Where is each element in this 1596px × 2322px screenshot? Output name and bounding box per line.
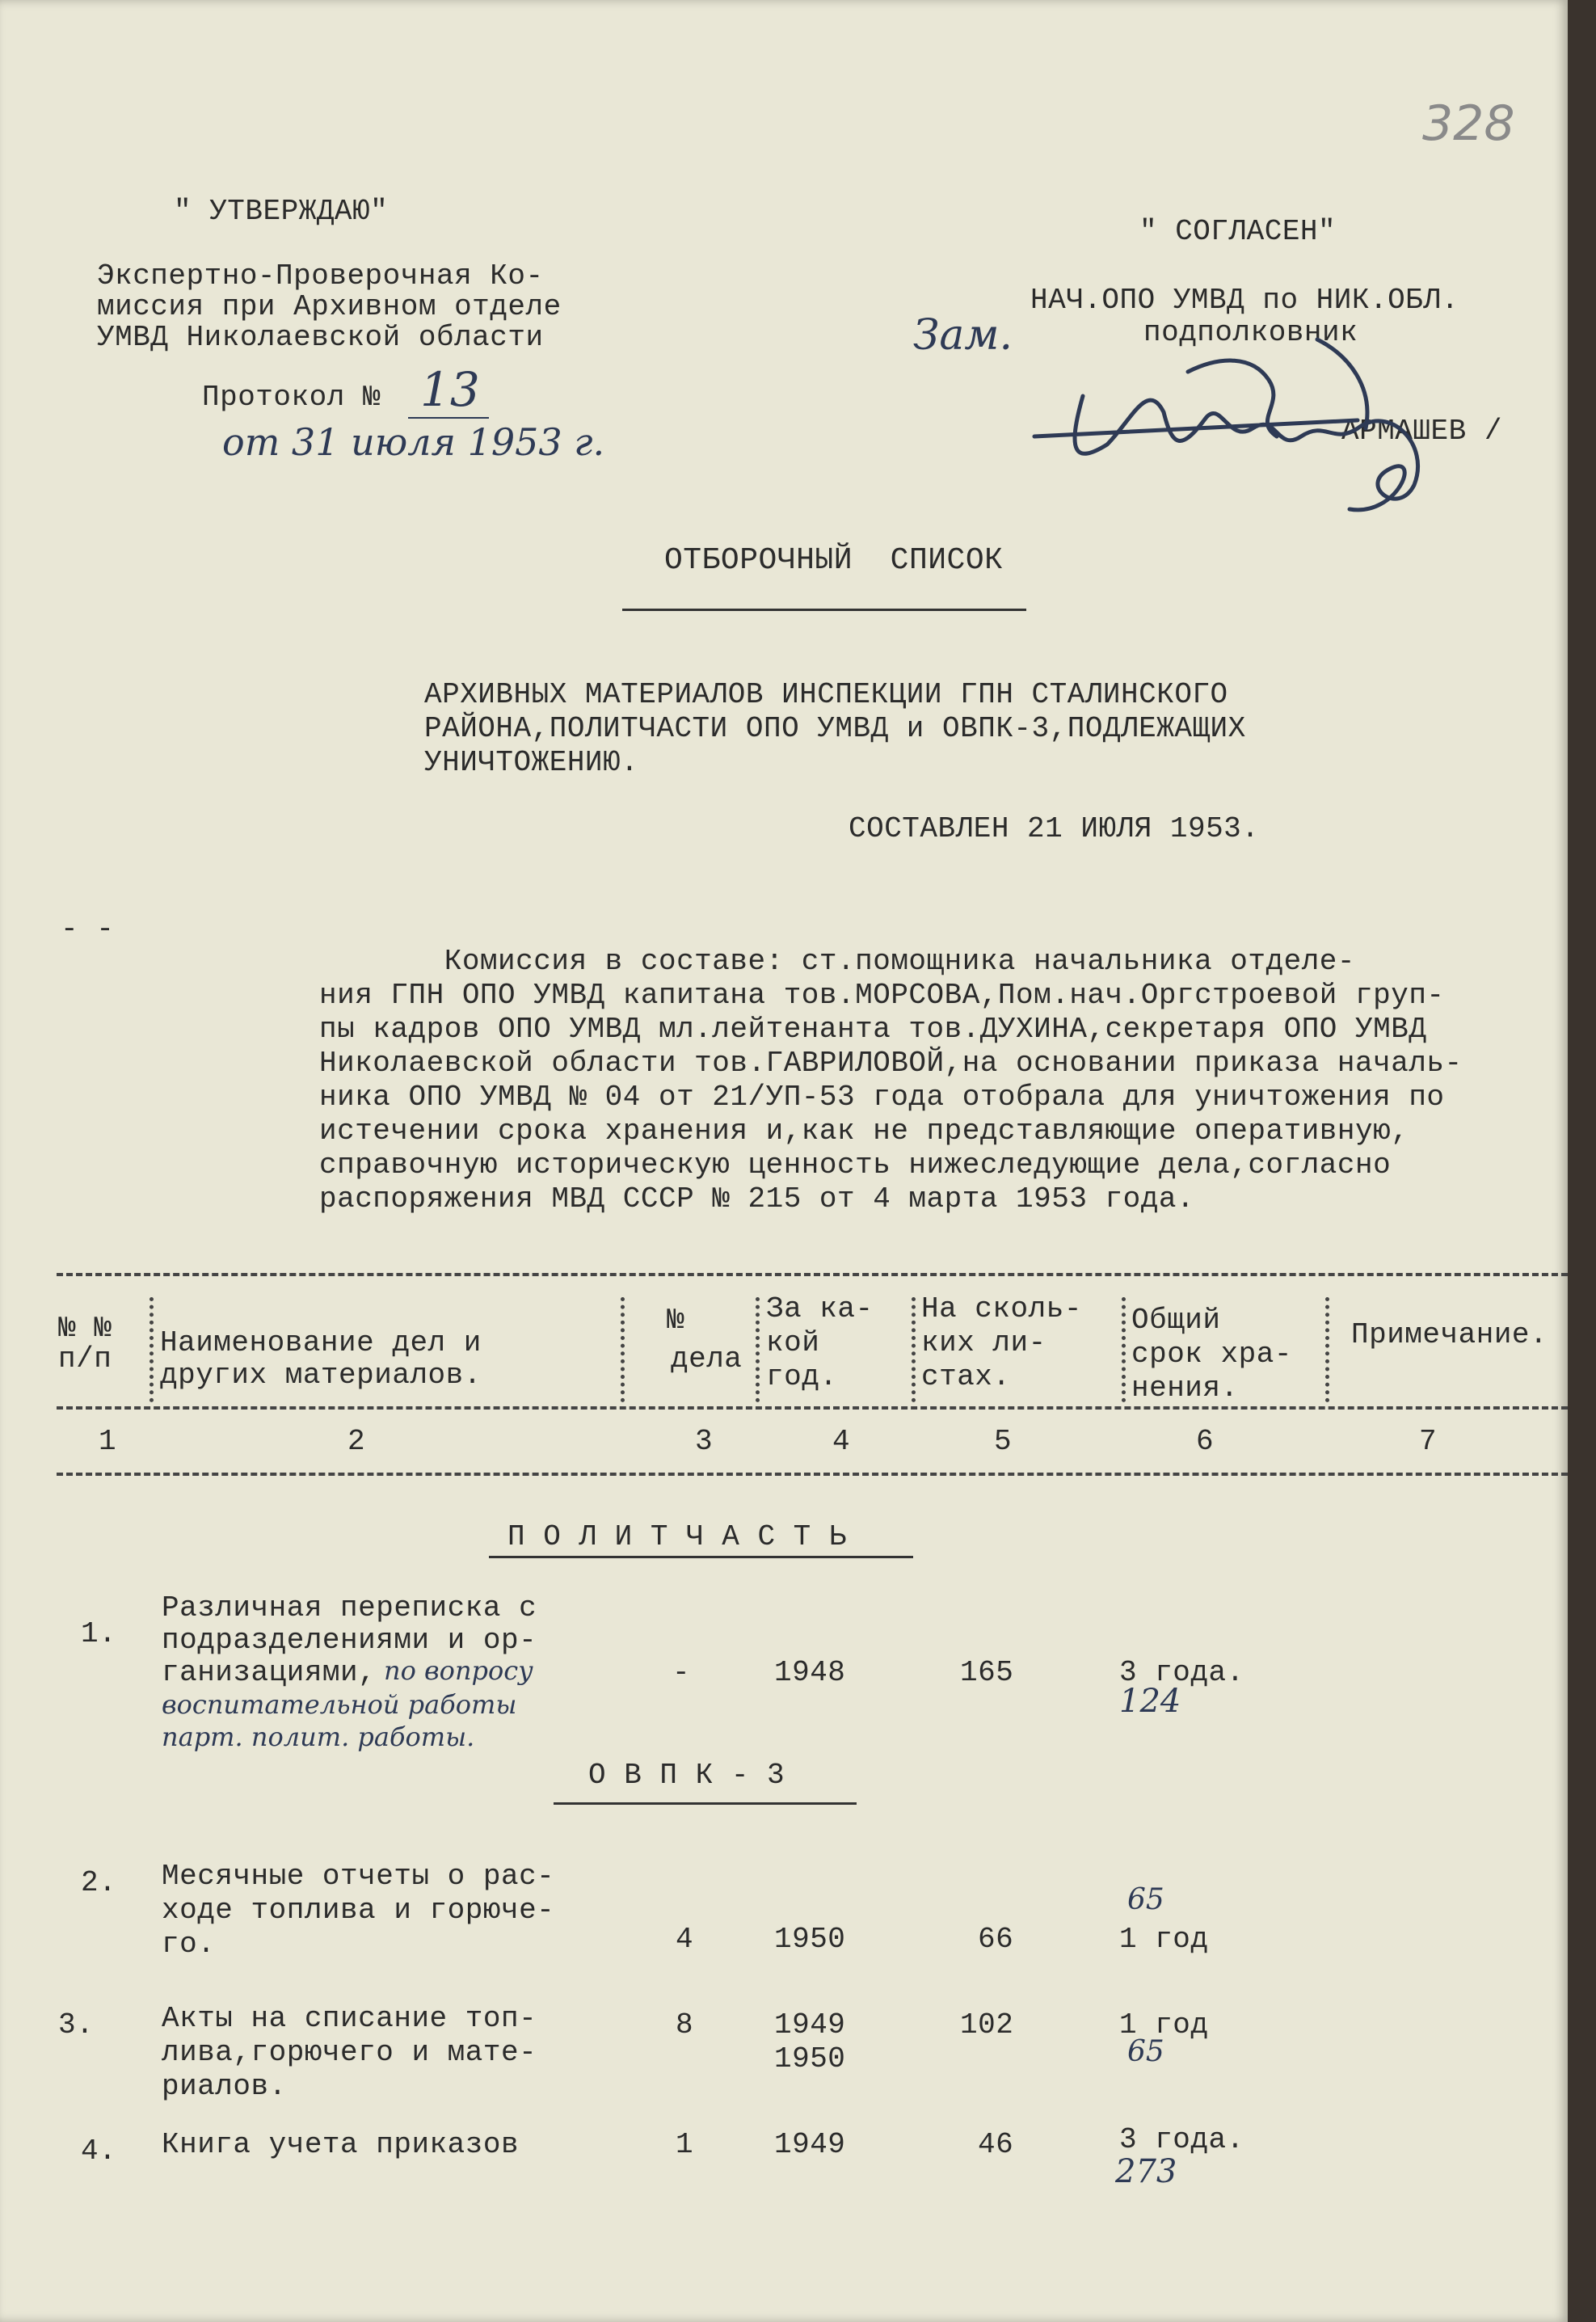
subtitle-line-3: УНИЧТОЖЕНИЮ. (424, 746, 639, 779)
row-3-number: 3. (58, 2008, 95, 2042)
row-2-name-1: Месячные отчеты о рас- (162, 1860, 555, 1893)
header-col-3-a: № (667, 1304, 685, 1337)
header-divider (621, 1297, 625, 1402)
row-2-term-hand: 65 (1127, 1883, 1164, 1916)
approve-line-1: Экспертно-Проверочная Ко- (97, 259, 544, 293)
body-line-5: ника ОПО УМВД № 04 от 21/УП-53 года отобрала для уничтожения по (319, 1081, 1445, 1114)
table-mid-rule (57, 1406, 1568, 1410)
row-3-year-2: 1950 (774, 2042, 846, 2075)
row-3-year: 1949 (774, 2008, 846, 2042)
row-3-sheets: 102 (960, 2008, 1014, 2042)
row-2-year: 1950 (774, 1923, 846, 1956)
approve-line-2: миссия при Архивном отделе (97, 290, 562, 323)
subtitle-line-1: АРХИВНЫХ МАТЕРИАЛОВ ИНСПЕКЦИИ ГПН СТАЛИНСКОГО (424, 678, 1228, 711)
document-title: ОТБОРОЧНЫЙ СПИСОК (664, 543, 1004, 578)
protocol-date: от 31 июля 1953 г. (222, 420, 605, 464)
body-line-4: Николаевской области тов.ГАВРИЛОВОЙ,на основании приказа началь- (319, 1047, 1463, 1080)
header-col-1-a: № № (58, 1312, 112, 1345)
row-2-sheets: 66 (978, 1923, 1014, 1956)
row-1-term: 3 года. (1119, 1656, 1244, 1689)
row-2-number: 2. (81, 1866, 117, 1899)
col-number-2: 2 (347, 1425, 366, 1458)
section-title-politchast: П О Л И Т Ч А С Т Ь (507, 1520, 847, 1553)
row-1-hand-2: воспитательной работы (162, 1689, 517, 1720)
header-col-7: Примечание. (1351, 1318, 1548, 1351)
row-4-number: 4. (81, 2134, 117, 2168)
col-number-7: 7 (1419, 1425, 1438, 1458)
row-2-term: 1 год (1119, 1923, 1209, 1956)
row-3-name-2: лива,горючего и мате- (162, 2036, 537, 2069)
header-col-5-b: ких ли- (921, 1326, 1046, 1359)
body-line-3: пы кадров ОПО УМВД мл.лейтенанта тов.ДУХИНА,секретаря ОПО УМВД (319, 1013, 1427, 1046)
row-4-term: 3 года. (1119, 2123, 1244, 2156)
agree-title: " СОГЛАСЕН" (1139, 215, 1337, 248)
approve-line-3: УМВД Николаевской области (97, 321, 544, 354)
section-title-ovpk: О В П К - 3 (588, 1759, 785, 1792)
table-bottom-rule (57, 1473, 1568, 1476)
header-divider (1325, 1297, 1329, 1402)
header-col-3-b: дела (671, 1342, 743, 1376)
page-number: 328 (1422, 95, 1515, 152)
body-line-6: истечении срока хранения и,как не представляющие оперативную, (319, 1115, 1409, 1148)
header-divider (756, 1297, 760, 1402)
row-2-name-2: ходе топлива и горюче- (162, 1894, 555, 1927)
header-col-5-a: На сколь- (921, 1292, 1082, 1325)
body-line-2: ния ГПН ОПО УМВД капитана тов.МОРСОВА,Пом.нач.Оргстроевой груп- (319, 979, 1445, 1012)
protocol-underline (408, 417, 489, 419)
header-col-6-c: нения. (1131, 1372, 1239, 1405)
col-number-6: 6 (1196, 1425, 1215, 1458)
header-divider (912, 1297, 916, 1402)
section-underline (489, 1556, 913, 1558)
row-3-name-3: риалов. (162, 2070, 287, 2103)
header-divider (149, 1297, 154, 1402)
row-1-hand-1: по вопросу (384, 1655, 533, 1686)
header-col-2-b: других материалов. (160, 1359, 482, 1392)
signature-icon (1010, 323, 1463, 533)
agree-line-1: НАЧ.ОПО УМВД по НИК.ОБЛ. (1030, 284, 1459, 317)
header-col-4-b: кой (766, 1326, 820, 1359)
row-1-name-3: ганизациями, (162, 1656, 377, 1689)
header-col-5-c: стах. (921, 1360, 1011, 1393)
header-col-6-b: срок хра- (1131, 1338, 1292, 1371)
row-1-hand-3: парт. полит. работы. (162, 1721, 475, 1752)
header-col-2-a: Наименование дел и (160, 1326, 482, 1359)
binder-edge (1568, 0, 1596, 2322)
row-1-year: 1948 (774, 1656, 846, 1689)
agree-line-2: подполковник (1143, 316, 1358, 349)
header-col-4-a: За ка- (766, 1292, 874, 1325)
body-line-8: распоряжения МВД СССР № 215 от 4 марта 1953 года. (319, 1182, 1195, 1216)
row-3-name-1: Акты на списание топ- (162, 2002, 537, 2035)
header-col-6-a: Общий (1131, 1304, 1221, 1337)
side-mark: - - (61, 912, 115, 946)
row-3-term: 1 год (1119, 2008, 1209, 2042)
protocol-number: 13 (420, 362, 480, 417)
table-top-rule (57, 1273, 1568, 1276)
approve-title: " УТВЕРЖДАЮ" (174, 195, 389, 228)
row-1-term-hand: 124 (1119, 1683, 1181, 1720)
row-1-number: 1. (81, 1617, 117, 1650)
header-col-4-c: год. (766, 1360, 838, 1393)
row-1-name-2: подразделениями и ор- (162, 1624, 537, 1657)
col-number-3: 3 (695, 1425, 714, 1458)
row-2-name-3: го. (162, 1928, 216, 1961)
row-4-term-hand: 273 (1115, 2153, 1177, 2190)
body-line-7: справочную историческую ценность нижеследующие дела,согласно (319, 1148, 1392, 1182)
row-1-name-1: Различная переписка с (162, 1591, 537, 1625)
header-col-1-b: п/п (58, 1342, 112, 1376)
row-4-year: 1949 (774, 2128, 846, 2161)
row-4-sheets: 46 (978, 2128, 1014, 2161)
protocol-label: Протокол № (202, 381, 381, 414)
composed-date: СОСТАВЛЕН 21 ИЮЛЯ 1953. (849, 812, 1260, 845)
row-3-case: 8 (676, 2008, 694, 2042)
agree-name: АРМАШЕВ / (1341, 415, 1502, 448)
agree-prefix: Зам. (913, 311, 1013, 360)
col-number-4: 4 (832, 1425, 851, 1458)
row-3-term-hand: 65 (1127, 2035, 1164, 2068)
row-1-case: - (672, 1656, 691, 1689)
col-number-5: 5 (994, 1425, 1013, 1458)
header-divider (1122, 1297, 1126, 1402)
row-4-case: 1 (676, 2128, 694, 2161)
row-1-sheets: 165 (960, 1656, 1014, 1689)
col-number-1: 1 (99, 1425, 117, 1458)
body-line-1: Комиссия в составе: ст.помощника начальника отделе- (319, 945, 1356, 978)
section-underline (554, 1802, 857, 1805)
row-2-case: 4 (676, 1923, 694, 1956)
title-underline (622, 609, 1026, 611)
row-4-name-1: Книга учета приказов (162, 2128, 520, 2161)
subtitle-line-2: РАЙОНА,ПОЛИТЧАСТИ ОПО УМВД и ОВПК-3,ПОДЛЕЖАЩИХ (424, 712, 1246, 745)
